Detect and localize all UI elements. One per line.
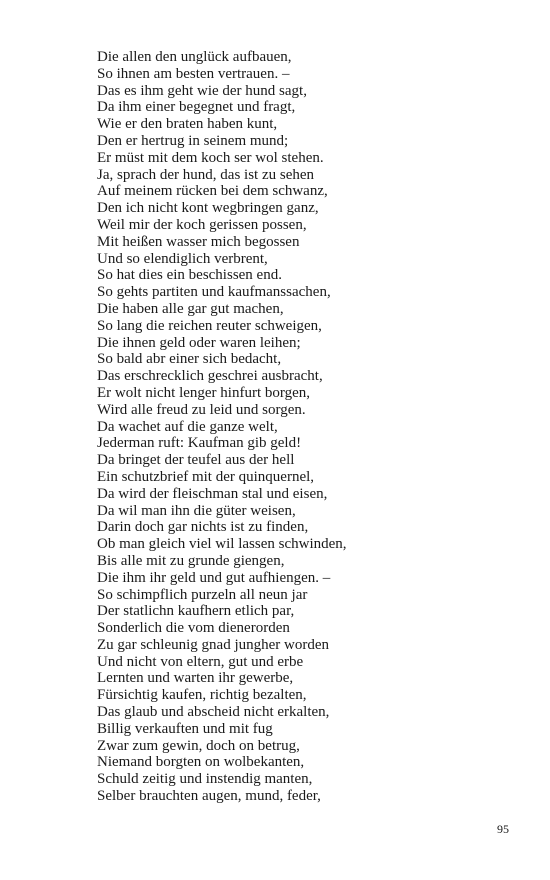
verse-line: Den er hertrug in seinem mund; xyxy=(97,132,289,149)
verse-line: Ja, sprach der hund, das ist zu sehen xyxy=(97,166,315,183)
verse-line: Schuld zeitig und instendig manten, xyxy=(97,771,313,788)
verse-line: Weil mir der koch gerissen possen, xyxy=(97,216,307,233)
verse-line: Da wird der fleischman stal und eisen, xyxy=(97,485,328,502)
verse-line: Da ihm einer begegnet und fragt, xyxy=(97,99,296,116)
verse-line: Die haben alle gar gut machen, xyxy=(97,300,284,317)
verse-line: Der statlichn kaufhern etlich par, xyxy=(97,603,295,620)
verse-line: So lang die reichen reuter schweigen, xyxy=(97,317,322,334)
verse-line: Die ihm ihr geld und gut aufhiengen. – xyxy=(97,569,331,586)
verse-line: Billig verkauften und mit fug xyxy=(97,720,273,737)
verse-line: Das es ihm geht wie der hund sagt, xyxy=(97,82,307,99)
verse-line: Sonderlich die vom dienerorden xyxy=(97,620,290,637)
verse-line: Zu gar schleunig gnad jungher worden xyxy=(97,636,330,653)
verse-line: Das erschrecklich geschrei ausbracht, xyxy=(97,368,323,385)
verse-line: Fürsichtig kaufen, richtig bezalten, xyxy=(97,687,307,704)
verse-line: Er müst mit dem koch ser wol stehen. xyxy=(97,149,324,166)
verse-line: Er wolt nicht lenger hinfurt borgen, xyxy=(97,384,311,401)
verse-line: So ihnen am besten vertrauen. – xyxy=(97,65,290,82)
verse-line: Und nicht von eltern, gut und erbe xyxy=(97,653,304,670)
verse-line: Bis alle mit zu grunde giengen, xyxy=(97,552,285,569)
verse-line: So gehts partiten und kaufmanssachen, xyxy=(97,284,331,301)
verse-line: Den ich nicht kont wegbringen ganz, xyxy=(97,200,319,217)
verse-line: Mit heißen wasser mich begossen xyxy=(97,233,300,250)
verse-line: Lernten und warten ihr gewerbe, xyxy=(97,670,294,687)
verse-line: Und so elendiglich verbrent, xyxy=(97,250,268,267)
verse-line: Niemand borgten on wolbekanten, xyxy=(97,754,305,771)
verse-line: Zwar zum gewin, doch on betrug, xyxy=(97,737,300,754)
verse-line: Die allen den unglück aufbauen, xyxy=(97,49,292,65)
verse-line: Da bringet der teufel aus der hell xyxy=(97,452,295,469)
verse-line: Ob man gleich viel wil lassen schwinden, xyxy=(97,536,347,553)
page-number: 95 xyxy=(497,822,509,836)
verse-line: So schimpflich purzeln all neun jar xyxy=(97,586,308,603)
verse-line: Jederman ruft: Kaufman gib geld! xyxy=(97,435,302,452)
verse-line: Auf meinem rücken bei dem schwanz, xyxy=(97,183,328,200)
poem-text xyxy=(97,49,347,805)
verse-line: Da wil man ihn die güter weisen, xyxy=(97,502,296,519)
verse-line: Darin doch gar nichts ist zu finden, xyxy=(97,519,309,536)
verse-line: Die ihnen geld oder waren leihen; xyxy=(97,334,301,351)
verse-line: Wird alle freud zu leid und sorgen. xyxy=(97,401,306,418)
verse-line: Das glaub und abscheid nicht erkalten, xyxy=(97,704,330,721)
verse-line: Selber brauchten augen, mund, feder, xyxy=(97,788,321,805)
verse-line: Ein schutzbrief mit der quinquernel, xyxy=(97,468,315,485)
verse-line: Wie er den braten haben kunt, xyxy=(97,116,278,133)
verse-line: So bald abr einer sich bedacht, xyxy=(97,351,282,368)
verse-line: So hat dies ein beschissen end. xyxy=(97,267,282,284)
verse-line: Da wachet auf die ganze welt, xyxy=(97,418,278,435)
